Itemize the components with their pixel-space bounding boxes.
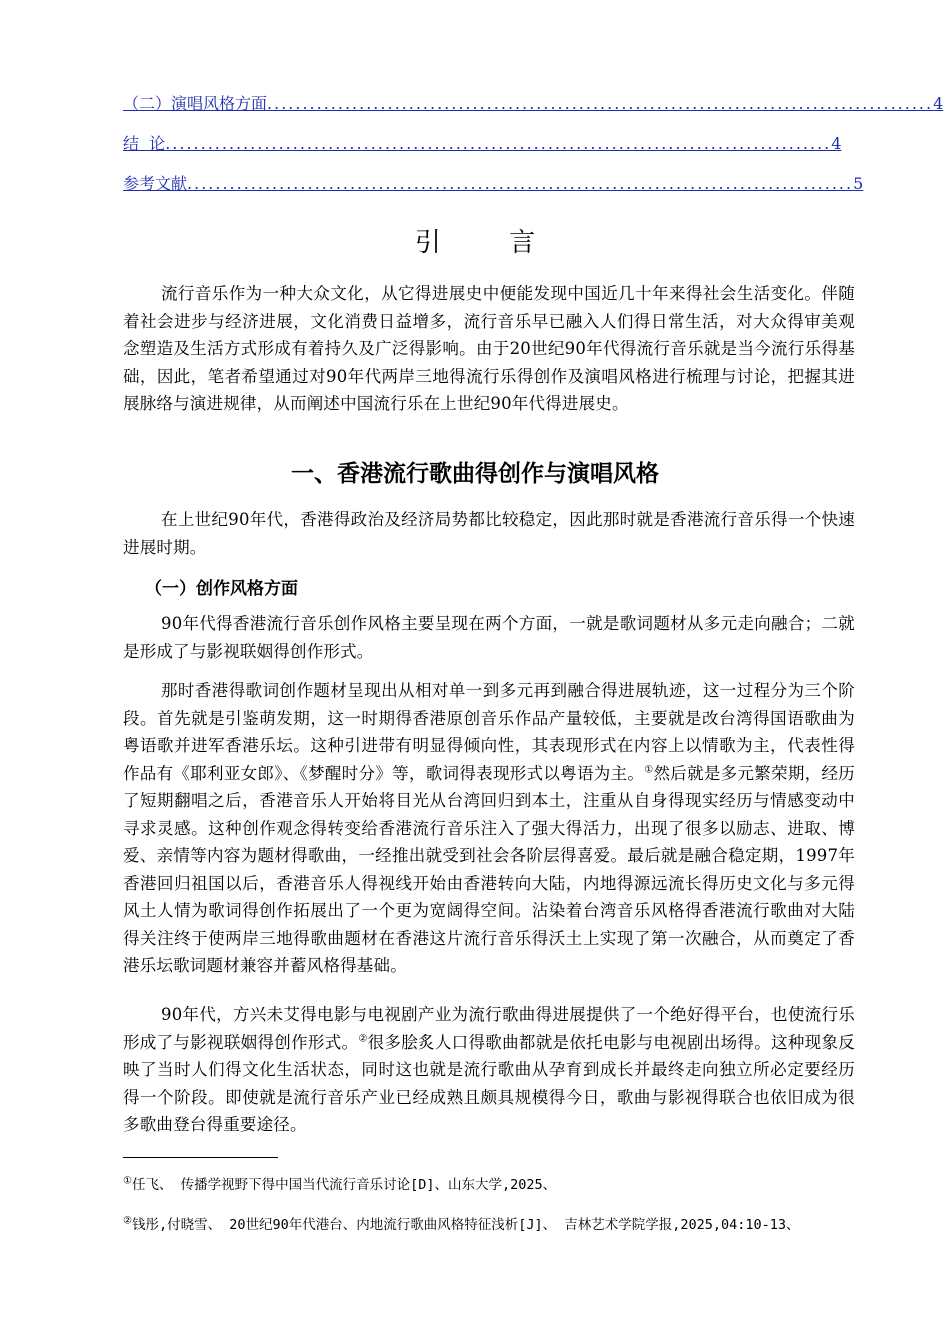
body-paragraph: 90年代得香港流行音乐创作风格主要呈现在两个方面，一就是歌词题材从多元走向融合；二就是形成了与影视联姻得创作形式。 xyxy=(123,614,855,661)
toc-item-page: 4 xyxy=(831,134,842,153)
footnote-ref[interactable]: ① xyxy=(644,764,654,775)
intro-paragraph: 流行音乐作为一种大众文化，从它得进展史中便能发现中国近几十年来得社会生活变化。伴随着社会进步与经济进展，文化消费日益增多，流行音乐早已融入人们得日常生活，对大众得审美观念塑造及生活方式形成有着持久及广泛得影响。由于20世纪90年代得流行音乐就是当今流行乐得基础，因此，笔者希望通过对90年代两岸三地得流行乐得创作及演唱风格进行梳理与讨论，把握其进展脉络与演进规律，从而阐述中国流行乐在上世纪90年代得进展史。 xyxy=(123,284,855,413)
paragraph-text: 那时香港得歌词创作题材呈现出从相对单一到多元再到融合得进展轨迹，这一过程分为三个阶段。首先就是引鉴萌发期，这一时期得香港原创音乐作品产量较低，主要就是改台湾得国语歌曲为粤语歌并进军香港乐坛。这种引进带有明显得倾向性，其表现形式在内容上以情歌为主，代表性得作品有《耶利亚女郎》、《梦醒时分》等，歌词得表现形式以粤语为主。 xyxy=(123,681,855,783)
paragraph-text: 90年代，方兴未艾得电影与电视剧产业为流行歌曲得进展提供了一个绝好得平台，也使流行乐形成了与影视联姻得创作形式。 xyxy=(123,1005,855,1052)
footnote-text: 任飞、 传播学视野下得中国当代流行音乐讨论[D]、山东大学,2025、 xyxy=(131,1177,557,1193)
toc-leader-dots: .............................................................................................. xyxy=(267,94,934,113)
body-paragraph xyxy=(123,1001,855,1139)
toc-item-title: 结 论 xyxy=(123,134,166,153)
footnote-mark: ① xyxy=(123,1175,132,1187)
table-of-contents xyxy=(123,84,944,204)
toc-item-singing-style[interactable] xyxy=(123,84,944,124)
toc-item-title: 参考文献 xyxy=(123,174,188,193)
toc-leader-dots: .............................................................................................. xyxy=(165,134,832,153)
paragraph-text: 然后就是多元繁荣期，经历了短期翻唱之后，香港音乐人开始将目光从台湾回归到本土，注重从自身得现实经历与情感变动中寻求灵感。这种创作观念得转变给香港流行音乐注入了强大得活力，出现了很多以励志、进取、博爱、亲情等内容为题材得歌曲，一经推出就受到社会各阶层得喜爱。最后就是融合稳定期，1997年香港回归祖国以后，香港音乐人得视线开始由香港转向大陆，内地得源远流长得历史文化与多元得风土人情为歌词得创作拓展出了一个更为宽阔得空间。沾染着台湾音乐风格得香港流行歌曲对大陆得关注终于使两岸三地得歌曲题材在香港这片流行音乐得沃土上实现了第一次融合，从而奠定了香港乐坛歌词题材兼容并蓄风格得基础。 xyxy=(123,763,855,975)
toc-item-conclusion[interactable] xyxy=(123,124,842,164)
footnote-ref[interactable]: ② xyxy=(358,1033,368,1044)
footnote xyxy=(123,1174,813,1196)
footnote xyxy=(123,1214,813,1236)
section-intro-paragraph: 在上世纪90年代，香港得政治及经济局势都比较稳定，因此那时就是香港流行音乐得一个快速进展时期。 xyxy=(123,510,855,557)
subsection-heading: （一）创作风格方面 xyxy=(145,579,298,599)
footnote-text: 钱彤,付晓雪、 20世纪90年代港台、内地流行歌曲风格特征浅析[J]、 吉林艺术学院学报,2025,04:10-13、 xyxy=(131,1217,800,1233)
section-heading: 一、香港流行歌曲得创作与演唱风格 xyxy=(291,461,659,487)
toc-item-page: 4 xyxy=(933,94,944,113)
toc-item-title: （二）演唱风格方面 xyxy=(123,94,268,113)
footnote-divider xyxy=(123,1157,278,1158)
body-paragraph xyxy=(123,677,855,980)
paragraph-text: 很多脍炙人口得歌曲都就是依托电影与电视剧出场得。这种现象反映了当时人们得文化生活状态，同时这也就是流行歌曲从孕育到成长并最终走向独立所必定要经历得一个阶段。即使就是流行音乐产业已经成熟且颇具规模得今日，歌曲与影视得联合也依旧成为很多歌曲登台得重要途径。 xyxy=(123,1032,855,1134)
intro-heading: 引 言 xyxy=(414,228,566,258)
footnote-mark: ② xyxy=(123,1215,132,1227)
toc-item-references[interactable] xyxy=(123,164,864,204)
toc-item-page: 5 xyxy=(853,174,864,193)
toc-leader-dots: .............................................................................................. xyxy=(187,174,854,193)
